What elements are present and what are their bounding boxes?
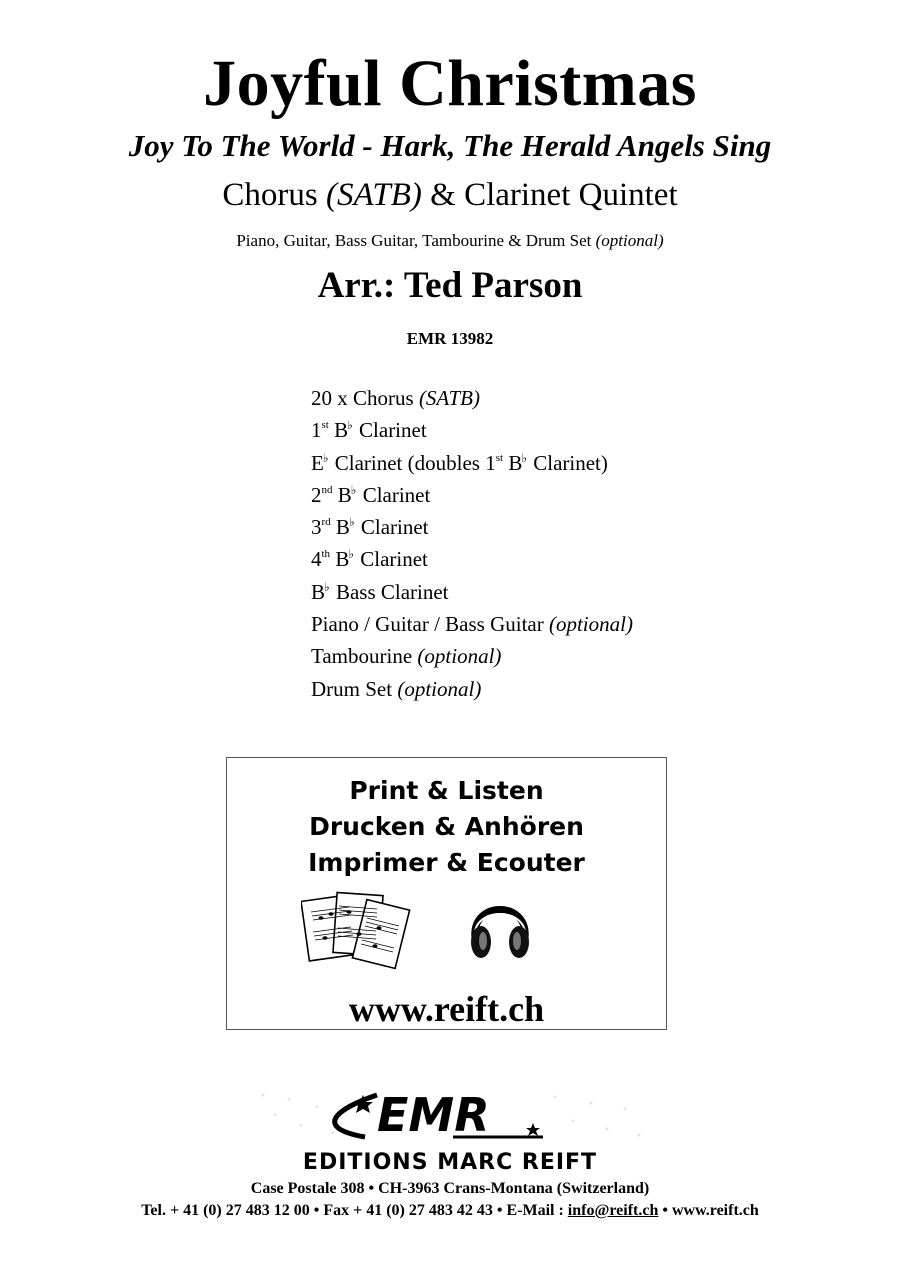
email-link[interactable]: info@reift.ch: [567, 1202, 659, 1219]
emr-logo: [255, 1085, 645, 1147]
key-letter: E: [311, 450, 324, 475]
part-clarinet-3: [311, 511, 633, 543]
part-clarinet-2: [311, 479, 633, 511]
optional-label: (optional): [417, 644, 502, 669]
key-letter: B: [311, 579, 326, 604]
part-chorus: [311, 382, 633, 414]
flat-icon: ♭: [350, 482, 357, 497]
ensemble-suffix: & Clarinet Quintet: [421, 177, 678, 213]
instrument-name: Clarinet (doubles 1: [329, 450, 496, 475]
part-number: 4: [311, 547, 322, 572]
part-clarinet-4: [311, 543, 633, 575]
promo-line-french: Imprimer & Ecouter: [308, 848, 585, 877]
optional-label: (optional): [397, 676, 482, 701]
instruments-optional: (optional): [595, 231, 664, 250]
ordinal-suffix: rd: [321, 516, 331, 529]
optional-instruments-line: [0, 231, 900, 251]
logo-text: EMR: [377, 1088, 490, 1142]
part-text: Tambourine: [311, 644, 418, 669]
part-text: Piano / Guitar / Bass Guitar: [311, 612, 549, 637]
optional-label: (optional): [548, 612, 633, 637]
key-letter: B: [330, 547, 350, 572]
ordinal-suffix: th: [321, 548, 331, 561]
instrument-name: Clarinet): [528, 450, 608, 475]
instrument-name: Clarinet: [355, 547, 428, 572]
part-tambourine: [311, 640, 633, 672]
print-listen-box: [226, 757, 667, 1030]
promo-line-german: Drucken & Anhören: [309, 812, 584, 841]
part-eflat-clarinet: [311, 447, 633, 479]
instruments-text: Piano, Guitar, Bass Guitar, Tambourine & Drum Set: [236, 231, 596, 250]
part-text: 20 x Chorus: [311, 386, 419, 410]
key-letter: B: [503, 450, 523, 475]
ordinal-suffix: nd: [321, 483, 333, 496]
flat-icon: ♭: [322, 450, 329, 465]
contact-phone-fax: Tel. + 41 (0) 27 483 12 00 • Fax + 41 (0) 27 483 42 43 • E-Mail :: [141, 1202, 568, 1219]
publisher-contact: [0, 1202, 900, 1220]
publisher-address: Case Postale 308 • CH-3963 Crans-Montana (Switzerland): [250, 1180, 650, 1197]
flat-icon: ♭: [348, 547, 354, 562]
part-number: 3: [311, 515, 322, 540]
sheet-music-icon: [301, 888, 413, 978]
ordinal-suffix: st: [321, 419, 329, 432]
page-title: Joyful Christmas: [203, 47, 697, 120]
arranger: Arr.: Ted Parson: [317, 265, 583, 306]
part-text: Drum Set: [311, 676, 398, 701]
flat-icon: ♭: [324, 579, 330, 594]
key-letter: B: [328, 418, 349, 443]
part-number: 2: [311, 482, 322, 507]
catalog-number: EMR 13982: [406, 329, 494, 348]
ordinal-suffix: st: [495, 451, 504, 464]
instrument-name: Clarinet: [355, 515, 429, 540]
key-letter: B: [330, 515, 350, 540]
part-drum-set: [311, 673, 633, 705]
ensemble-voicing: (SATB): [325, 177, 422, 213]
website-url[interactable]: www.reift.ch: [348, 989, 545, 1029]
publisher-name: EDITIONS MARC REIFT: [302, 1150, 598, 1175]
part-clarinet-1: [311, 414, 633, 446]
contact-website: • www.reift.ch: [658, 1202, 759, 1219]
headphones-icon: [465, 892, 535, 964]
instrument-name: Clarinet: [357, 482, 431, 507]
parts-list: [311, 382, 633, 705]
flat-icon: ♭: [347, 418, 353, 433]
key-letter: B: [332, 482, 352, 507]
instrument-name: Bass Clarinet: [330, 579, 449, 604]
promo-line-english: Print & Listen: [349, 776, 544, 805]
part-rhythm-section: [311, 608, 633, 640]
ensemble-line: [0, 177, 900, 214]
instrument-name: Clarinet: [353, 418, 427, 443]
flat-icon: ♭: [348, 515, 355, 530]
flat-icon: ♭: [521, 450, 527, 465]
subtitle: Joy To The World - Hark, The Herald Angels Sing: [128, 128, 772, 163]
part-number: 1: [311, 418, 322, 443]
part-voicing: (SATB): [418, 386, 480, 410]
ensemble-prefix: Chorus: [222, 177, 326, 213]
part-bass-clarinet: [311, 576, 633, 608]
